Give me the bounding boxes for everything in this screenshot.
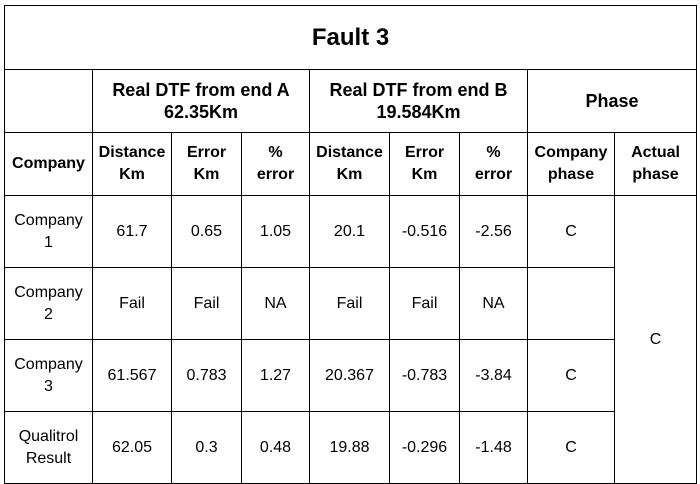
cell-company-phase: C [528, 412, 615, 484]
cell-error-a: Fail [172, 268, 242, 340]
group-header-phase: Phase [528, 70, 697, 133]
cell-distance-a: Fail [93, 268, 172, 340]
cell-error-a: 0.65 [172, 196, 242, 268]
header-error-b: Error Km [390, 133, 460, 196]
cell-pct-error-a: 1.05 [242, 196, 310, 268]
header-company: Company [5, 133, 93, 196]
cell-company-phase: C [528, 340, 615, 412]
cell-distance-b: 20.1 [310, 196, 390, 268]
table-row [5, 340, 697, 412]
header-pct-error-b: % error [460, 133, 528, 196]
group-header-end-b: Real DTF from end B 19.584Km [310, 70, 528, 133]
cell-company: Company 1 [5, 196, 93, 268]
cell-distance-b: 19.88 [310, 412, 390, 484]
group-header-end-a: Real DTF from end A 62.35Km [93, 70, 310, 133]
header-distance-a: Distance Km [93, 133, 172, 196]
header-distance-b: Distance Km [310, 133, 390, 196]
cell-company: Qualitrol Result [5, 412, 93, 484]
cell-pct-error-b: NA [460, 268, 528, 340]
cell-error-b: Fail [390, 268, 460, 340]
cell-distance-a: 61.567 [93, 340, 172, 412]
cell-error-b: -0.296 [390, 412, 460, 484]
cell-distance-a: 62.05 [93, 412, 172, 484]
cell-pct-error-b: -3.84 [460, 340, 528, 412]
cell-company: Company 2 [5, 268, 93, 340]
cell-company: Company 3 [5, 340, 93, 412]
table-row [5, 268, 697, 340]
cell-pct-error-b: -1.48 [460, 412, 528, 484]
empty-corner-cell [5, 70, 93, 133]
header-pct-error-a: % error [242, 133, 310, 196]
table-row [5, 196, 697, 268]
cell-error-a: 0.783 [172, 340, 242, 412]
cell-error-a: 0.3 [172, 412, 242, 484]
fault-table [4, 5, 697, 484]
cell-company-phase: C [528, 196, 615, 268]
cell-distance-a: 61.7 [93, 196, 172, 268]
header-error-a: Error Km [172, 133, 242, 196]
table-row [5, 412, 697, 484]
cell-pct-error-b: -2.56 [460, 196, 528, 268]
cell-pct-error-a: NA [242, 268, 310, 340]
cell-distance-b: Fail [310, 268, 390, 340]
cell-error-b: -0.516 [390, 196, 460, 268]
header-company-phase: Company phase [528, 133, 615, 196]
cell-error-b: -0.783 [390, 340, 460, 412]
cell-pct-error-a: 0.48 [242, 412, 310, 484]
table-title: Fault 3 [5, 6, 697, 70]
cell-pct-error-a: 1.27 [242, 340, 310, 412]
cell-company-phase [528, 268, 615, 340]
header-actual-phase: Actual phase [615, 133, 697, 196]
cell-distance-b: 20.367 [310, 340, 390, 412]
cell-actual-phase: C [615, 196, 697, 484]
